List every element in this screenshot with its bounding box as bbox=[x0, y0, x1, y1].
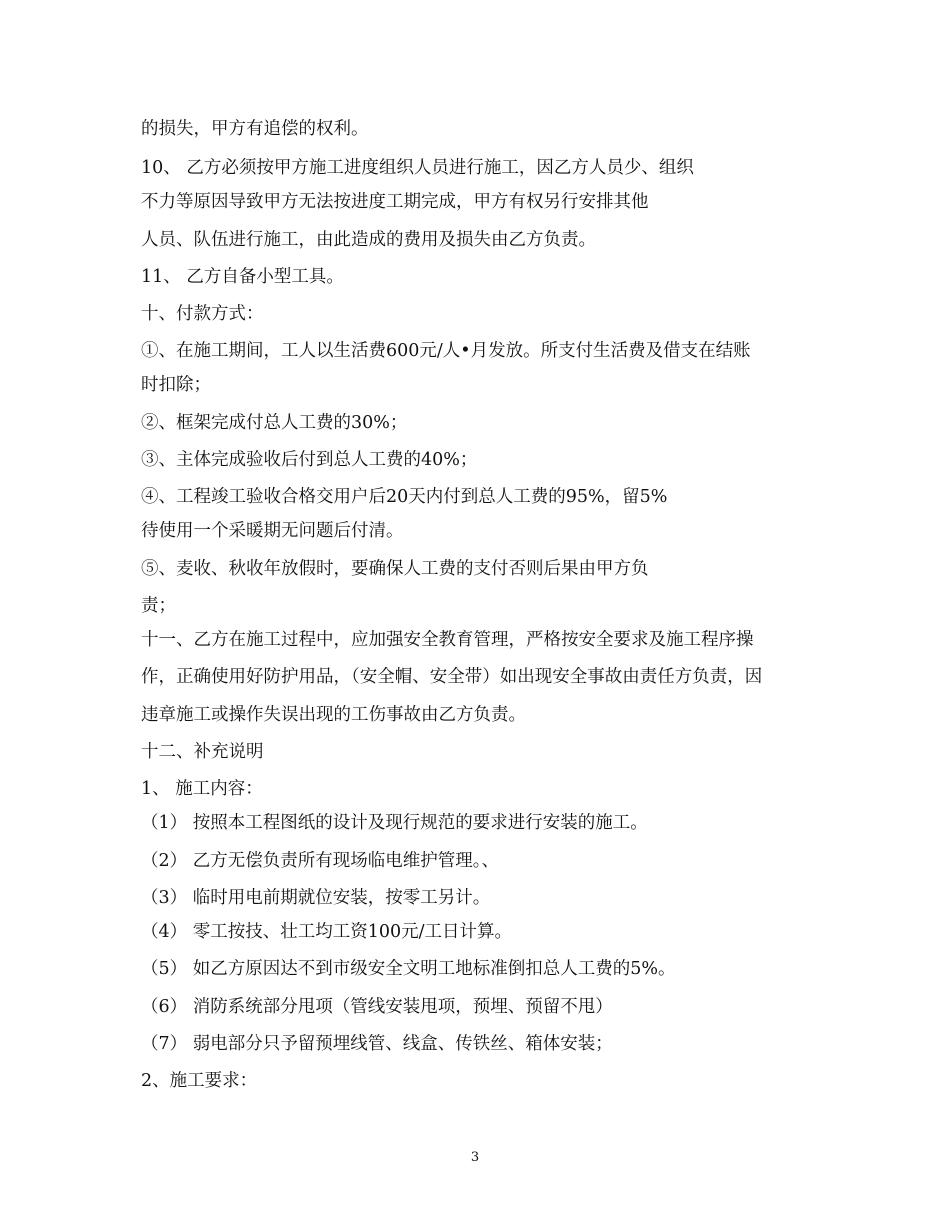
text-line: ③、主体完成验收后付到总人工费的40%； bbox=[141, 450, 478, 470]
text-line: ①、在施工期间，工人以生活费600元/人•月发放。所支付生活费及借支在结账 bbox=[141, 341, 751, 361]
list-item: （3） 临时用电前期就位安装，按零工另计。 bbox=[141, 888, 491, 908]
text-line: 待使用一个采暖期无问题后付清。 bbox=[141, 521, 404, 541]
page-number: 3 bbox=[470, 1150, 480, 1165]
list-item: （5） 如乙方原因达不到市级安全文明工地标准倒扣总人工费的5%。 bbox=[141, 959, 676, 979]
list-item: （4） 零工按技、壮工均工资100元/工日计算。 bbox=[141, 922, 512, 942]
text-line: 1、 施工内容： bbox=[141, 779, 263, 799]
text-line: 11、 乙方自备小型工具。 bbox=[141, 267, 344, 287]
text-line: 10、 乙方必须按甲方施工进度组织人员进行施工，因乙方人员少、组织 bbox=[141, 158, 694, 178]
text-line: 2、施工要求： bbox=[141, 1071, 258, 1091]
text-line: 作，正确使用好防护用品，（安全帽、安全带）如出现安全事故由责任方负责，因 bbox=[141, 667, 763, 687]
section-heading: 十、付款方式： bbox=[141, 304, 264, 324]
list-item: （2） 乙方无偿负责所有现场临电维护管理。、 bbox=[141, 851, 499, 871]
list-item: （6） 消防系统部分甩项（管线安装甩项，预埋、预留不甩） bbox=[141, 997, 613, 1017]
text-line: ⑤、麦收、秋收年放假时，要确保人工费的支付否则后果由甲方负 bbox=[141, 559, 649, 579]
section-heading: 十二、补充说明 bbox=[141, 742, 264, 762]
text-line: 违章施工或操作失误出现的工伤事故由乙方负责。 bbox=[141, 705, 526, 725]
text-line: 的损失，甲方有追偿的权利。 bbox=[141, 119, 369, 139]
text-line: 责； bbox=[141, 596, 176, 616]
list-item: （7） 弱电部分只予留预埋线管、线盒、传铁丝、箱体安装； bbox=[141, 1034, 613, 1054]
text-line: 十一、乙方在施工过程中，应加强安全教育管理，严格按安全要求及施工程序操 bbox=[141, 630, 754, 650]
text-line: 时扣除； bbox=[141, 375, 211, 395]
text-line: 不力等原因导致甲方无法按进度工期完成，甲方有权另行安排其他 bbox=[141, 192, 649, 212]
text-line: 人员、队伍进行施工，由此造成的费用及损失由乙方负责。 bbox=[141, 230, 596, 250]
text-line: ④、工程竣工验收合格交用户后20天内付到总人工费的95%，留5% bbox=[141, 487, 668, 507]
text-line: ②、框架完成付总人工费的30%； bbox=[141, 413, 408, 433]
list-item: （1） 按照本工程图纸的设计及现行规范的要求进行安装的施工。 bbox=[141, 813, 648, 833]
